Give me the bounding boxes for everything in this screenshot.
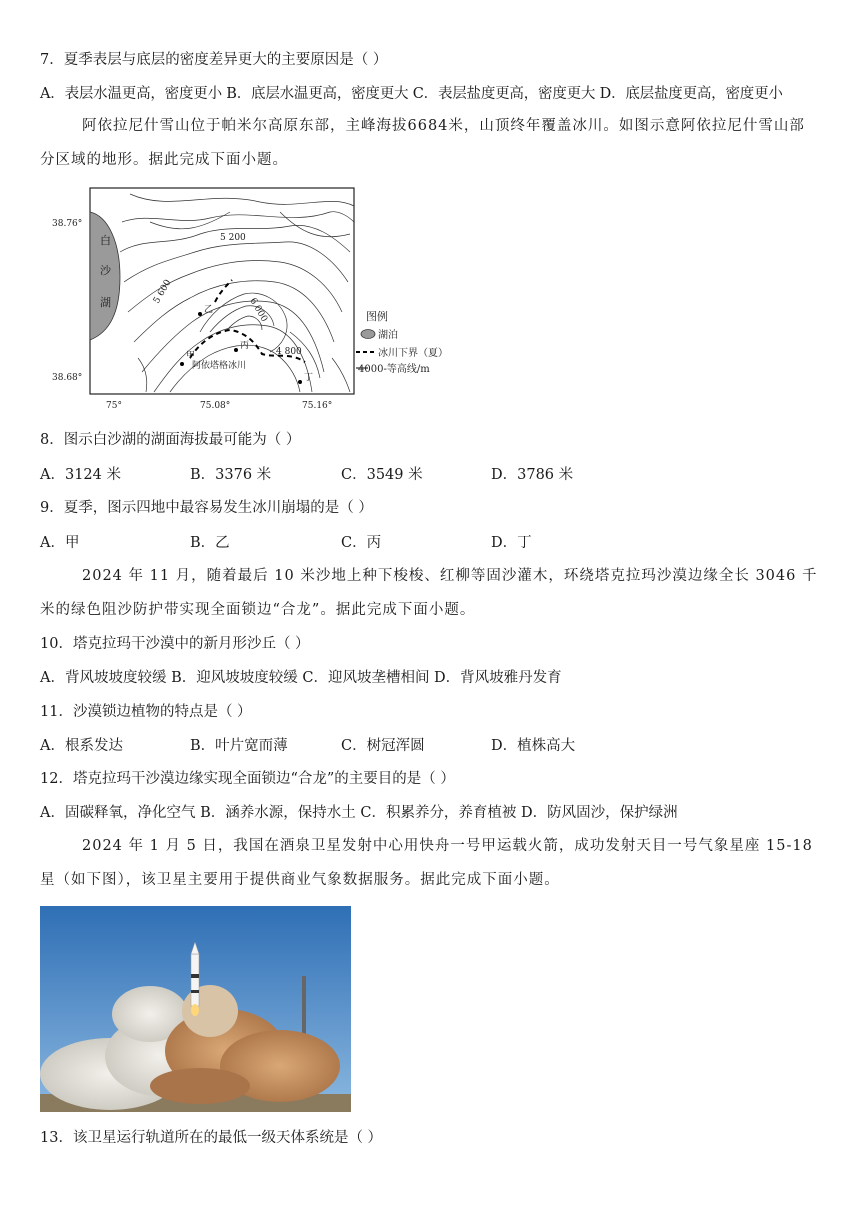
q7-stem: 7．夏季表层与底层的密度差异更大的主要原因是（ ） <box>40 52 388 68</box>
map-legend <box>356 309 448 375</box>
label-jia: 甲 <box>186 351 196 361</box>
lon-label-75-16: 75.16° <box>302 401 333 411</box>
q9-option-b: B．乙 <box>190 535 230 551</box>
legend-glacier-label: 冰川下界（夏） <box>378 348 448 359</box>
passage-1: 阿依拉尼什雪山位于帕米尔高原东部，主峰海拔6684米，山顶终年覆盖冰川。如图示意阿依拉尼什雪山部分区域的地形。据此完成下面小题。 <box>40 118 805 168</box>
q8-option-d: D．3786 米 <box>491 467 574 483</box>
point-ding <box>298 380 302 384</box>
passage-3: 2024 年 1 月 5 日，我国在酒泉卫星发射中心用快舟一号甲运载火箭，成功发射天目一号气象星座 15-18 星（如下图），该卫星主要用于提供商业气象数据服务。据此完成下面小题。 <box>40 838 813 888</box>
q11-stem: 11．沙漠锁边植物的特点是（ ） <box>40 704 252 720</box>
topographic-map <box>50 182 450 412</box>
q11-option-b: B．叶片宽而薄 <box>190 738 288 754</box>
legend-lake-symbol <box>361 330 375 339</box>
lat-label-top: 38.76° <box>52 219 83 229</box>
q11-option-a: A．根系发达 <box>40 738 123 754</box>
lat-label-bottom: 38.68° <box>52 373 83 383</box>
lon-label-75: 75° <box>106 401 122 411</box>
q10-stem: 10．塔克拉玛干沙漠中的新月形沙丘（ ） <box>40 636 310 652</box>
q8-stem: 8．图示白沙湖的湖面海拔最可能为（ ） <box>40 432 301 448</box>
contour-label-5600: 5 600 <box>151 278 174 306</box>
q12-options: A．固碳释氧，净化空气 B．涵养水源，保持水土 C．积累养分，养育植被 D．防风固沙，保护绿洲 <box>40 805 678 821</box>
q8-option-b: B．3376 米 <box>190 467 272 483</box>
legend-title: 图例 <box>366 310 388 323</box>
q7-options: A．表层水温更高，密度更小 B．底层水温更高，密度更大 C．表层盐度更高，密度更大 D．底层盐度更高，密度更小 <box>40 86 783 102</box>
legend-contour-label: 4000-等高线/m <box>358 364 430 375</box>
q9-stem: 9．夏季，图示四地中最容易发生冰川崩塌的是（ ） <box>40 500 373 516</box>
lake-label-3: 湖 <box>100 296 111 309</box>
lake-label-1: 白 <box>100 234 111 247</box>
q8-option-a: A．3124 米 <box>40 467 121 483</box>
rocket-launch-photo <box>40 906 351 1112</box>
label-bing: 丙 <box>240 341 250 351</box>
glacier-label: 阿依塔格冰川 <box>192 361 247 371</box>
q9-option-d: D．丁 <box>491 535 532 551</box>
legend-lake-label: 湖泊 <box>378 330 398 341</box>
q11-option-c: C．树冠浑圆 <box>341 738 425 754</box>
label-ding: 丁 <box>304 373 314 383</box>
contour-label-4800: 4 800 <box>276 347 302 357</box>
q9-option-c: C．丙 <box>341 535 382 551</box>
passage-2: 2024 年 11 月，随着最后 10 米沙地上种下梭梭、红柳等固沙灌木，环绕塔克拉玛沙漠边缘全长 3046 千米的绿色阻沙防护带实现全面锁边“合龙”。据此完成下面小题。 <box>40 568 818 618</box>
lon-label-75-08: 75.08° <box>200 401 231 411</box>
q12-stem: 12．塔克拉玛干沙漠边缘实现全面锁边“合龙”的主要目的是（ ） <box>40 771 455 787</box>
q13-stem: 13．该卫星运行轨道所在的最低一级天体系统是（ ） <box>40 1130 383 1146</box>
contour-label-6000: 6 000 <box>247 296 269 324</box>
q11-option-d: D．植株高大 <box>491 738 576 754</box>
point-jia <box>180 362 184 366</box>
point-bing <box>234 348 238 352</box>
label-yi: 乙 <box>204 305 214 315</box>
contour-label-5200: 5 200 <box>220 233 246 243</box>
point-yi <box>198 312 202 316</box>
q9-option-a: A．甲 <box>40 535 80 551</box>
q10-options: A．背风坡坡度较缓 B．迎风坡坡度较缓 C．迎风坡垄槽相间 D．背风坡雅丹发育 <box>40 670 562 686</box>
q8-option-c: C．3549 米 <box>341 467 423 483</box>
lake-label-2: 沙 <box>100 264 111 277</box>
